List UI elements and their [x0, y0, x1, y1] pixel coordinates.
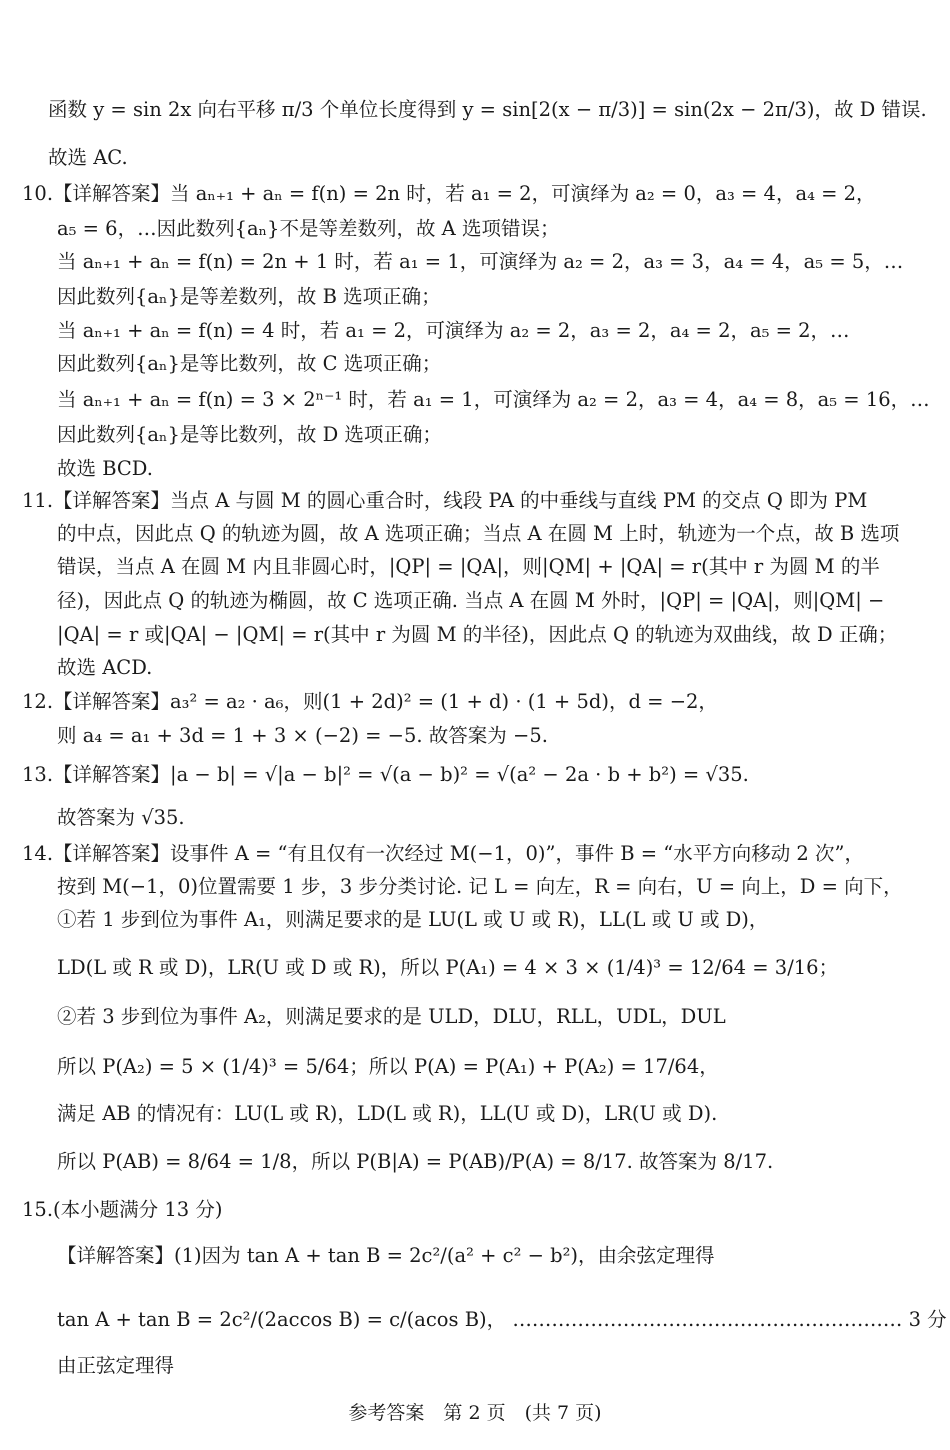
text-line: 径)，因此点 Q 的轨迹为椭圆，故 C 选项正确. 当点 A 在圆 M 外时，|QP| = |QA|，则|QM| − [57, 589, 885, 612]
text-line: 15.(本小题满分 13 分) [22, 1198, 223, 1221]
text-line: 按到 M(−1，0)位置需要 1 步，3 步分类讨论. 记 L = 向左，R = 向右，U = 向上，D = 向下， [57, 875, 903, 898]
text-line: ②若 3 步到位为事件 A₂，则满足要求的是 ULD，DLU，RLL，UDL，DUL [57, 1005, 726, 1028]
text-line: 14.【详解答案】设事件 A = “有且仅有一次经过 M(−1，0)”，事件 B = “水平方向移动 2 次”， [22, 842, 865, 865]
text-line: 当 aₙ₊₁ + aₙ = f(n) = 2n + 1 时，若 a₁ = 1，可演绎为 a₂ = 2，a₃ = 3，a₄ = 4，a₅ = 5，… [57, 250, 904, 273]
text-line: 错误，当点 A 在圆 M 内且非圆心时，|QP| = |QA|，则|QM| + |QA| = r(其中 r 为圆 M 的半 [57, 555, 880, 578]
text-line: ①若 1 步到位为事件 A₁，则满足要求的是 LU(L 或 U 或 R)，LL(L 或 U 或 D)， [57, 908, 769, 931]
text-line: 故选 AC. [48, 146, 128, 169]
text-line: 当 aₙ₊₁ + aₙ = f(n) = 4 时，若 a₁ = 2，可演绎为 a₂ = 2，a₃ = 2，a₄ = 2，a₅ = 2，… [57, 319, 850, 342]
text-line: 则 a₄ = a₁ + 3d = 1 + 3 × (−2) = −5. 故答案为 −5. [57, 724, 548, 747]
text-line: 函数 y = sin 2x 向右平移 π/3 个单位长度得到 y = sin[2(x − π/3)] = sin(2x − 2π/3)，故 D 错误. [48, 98, 927, 121]
text-line: 13.【详解答案】|a − b| = √|a − b|² = √(a − b)² = √(a² − 2a · b + b²) = √35. [22, 763, 749, 786]
text-line: tan A + tan B = 2c²/(2accos B) = c/(acos B)， …………………………………………………… 3 分 [57, 1308, 947, 1331]
text-line: 10.【详解答案】当 aₙ₊₁ + aₙ = f(n) = 2n 时，若 a₁ = 2，可演绎为 a₂ = 0，a₃ = 4，a₄ = 2， [22, 182, 876, 205]
text-line: 【详解答案】(1)因为 tan A + tan B = 2c²/(a² + c² − b²)，由余弦定理得 [57, 1244, 715, 1267]
text-line: 因此数列{aₙ}是等差数列，故 B 选项正确； [57, 285, 441, 308]
text-line: 故答案为 √35. [57, 806, 185, 829]
text-line: 故选 ACD. [57, 656, 153, 679]
text-line: 由正弦定理得 [57, 1354, 175, 1377]
text-line: 因此数列{aₙ}是等比数列，故 D 选项正确； [57, 423, 442, 446]
page-footer: 参考答案 第 2 页 (共 7 页) [348, 1402, 602, 1424]
text-line: 故选 BCD. [57, 457, 153, 480]
text-line: 11.【详解答案】当点 A 与圆 M 的圆心重合时，线段 PA 的中垂线与直线 PM 的交点 Q 即为 PM [22, 489, 868, 512]
text-line: 的中点，因此点 Q 的轨迹为圆，故 A 选项正确；当点 A 在圆 M 上时，轨迹为一个点，故 B 选项 [57, 522, 900, 545]
text-line: LD(L 或 R 或 D)，LR(U 或 D 或 R)，所以 P(A₁) = 4 × 3 × (1/4)³ = 12/64 = 3/16； [57, 956, 839, 979]
text-line: 当 aₙ₊₁ + aₙ = f(n) = 3 × 2ⁿ⁻¹ 时，若 a₁ = 1，可演绎为 a₂ = 2，a₃ = 4，a₄ = 8，a₅ = 16，… [57, 388, 930, 411]
text-line: 因此数列{aₙ}是等比数列，故 C 选项正确； [57, 352, 442, 375]
text-line: 12.【详解答案】a₃² = a₂ · a₆，则(1 + 2d)² = (1 + d) · (1 + 5d)，d = −2， [22, 690, 718, 713]
text-line: a₅ = 6，…因此数列{aₙ}不是等差数列，故 A 选项错误； [57, 217, 560, 240]
text-line: 满足 AB 的情况有：LU(L 或 R)，LD(L 或 R)，LL(U 或 D)，LR(U 或 D). [57, 1102, 718, 1125]
text-line: 所以 P(AB) = 8/64 = 1/8，所以 P(B|A) = P(AB)/P(A) = 8/17. 故答案为 8/17. [57, 1150, 774, 1173]
text-line: |QA| = r 或|QA| − |QM| = r(其中 r 为圆 M 的半径)，因此点 Q 的轨迹为双曲线，故 D 正确； [57, 623, 898, 646]
text-line: 所以 P(A₂) = 5 × (1/4)³ = 5/64；所以 P(A) = P(A₁) + P(A₂) = 17/64， [57, 1055, 719, 1078]
